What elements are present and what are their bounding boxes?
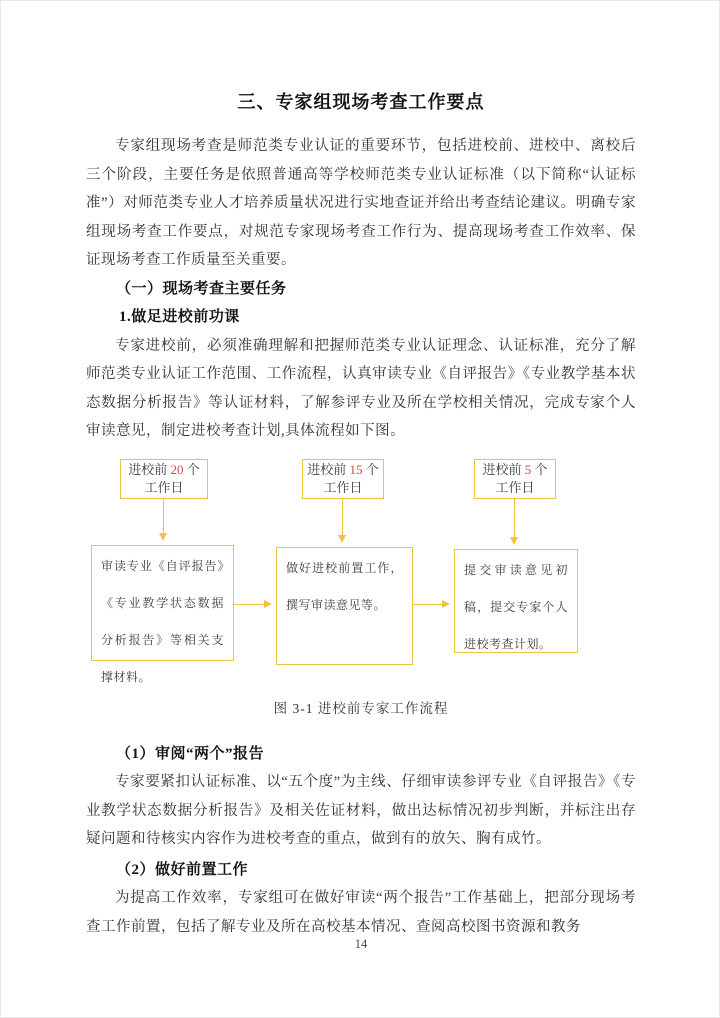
flowchart-top-box-1-line-1 [121,461,207,479]
flowchart-bottom-box-2: 做好进校前置工作，撰写审读意见等。 [276,547,413,665]
top-box-3-suffix: 个 [531,461,548,477]
top-box-2-suffix: 个 [362,461,379,477]
top-box-1-prefix: 进校前 [128,461,171,477]
document-page [1,1,720,1018]
down-arrow-1 [163,499,164,537]
right-arrow-2 [413,604,446,605]
top-box-1-suffix: 个 [183,461,200,477]
flowchart-top-box-3 [474,459,556,499]
item-1-paragraph: 专家要紧扣认证标准、以“五个度”为主线、仔细审读参评专业《自评报告》《专业教学状态数据分析报告》及相关佐证材料，做出达标情况初步判断，并标注出存疑问题和待核实内容作为进校考查的重点，做到有的放矢、胸有成竹。 [86,774,636,847]
down-arrow-2 [342,499,343,539]
item-1-heading: （1）审阅“两个”报告 [116,745,265,762]
flowchart-top-box-2-line-2: 工作日 [323,479,363,495]
subsection-1-paragraph: 专家进校前，必须准确理解和把握师范类专业认证理念、认证标准，充分了解师范类专业认证工作范围、工作流程，认真审读专业《自评报告》《专业教学基本状态数据分析报告》等认证材料，了解参评专业及所在学校相关情况，完成专家个人审读意见，制定进校考查计划,具体流程如下图。 [86,337,636,439]
top-box-1-number: 20 [170,461,184,477]
section-1-heading: （一）现场考查主要任务 [116,280,287,297]
figure-caption: 图 3-1 进校前专家工作流程 [273,700,449,716]
top-box-2-number: 15 [349,461,363,477]
right-arrow-1 [234,604,268,605]
flowchart-figure [86,452,636,684]
subsection-1-heading: 1.做足进校前功课 [119,309,240,325]
flowchart-top-box-2 [302,459,384,499]
item-2-paragraph: 为提高工作效率，专家组可在做好审读“两个报告”工作基础上，把部分现场考查工作前置，包括了解专业及所在高校基本情况、查阅高校图书资源和教务 [86,890,636,935]
top-box-2-prefix: 进校前 [307,461,350,477]
flowchart-bottom-box-3: 提交审读意见初稿，提交专家个人进校考查计划。 [454,549,578,653]
down-arrow-3 [514,499,515,541]
flowchart-top-box-1-line-2: 工作日 [144,479,184,495]
top-box-3-prefix: 进校前 [482,461,525,477]
flowchart-top-box-1 [120,459,208,499]
flowchart-top-box-3-line-1 [475,461,555,479]
flowchart-top-box-3-line-2: 工作日 [495,479,535,495]
flowchart-top-box-2-line-1 [303,461,383,479]
item-2-heading: （2）做好前置工作 [116,861,249,878]
top-box-3-number: 5 [524,461,532,477]
page-title: 三、专家组现场考查工作要点 [237,92,485,112]
intro-paragraph: 专家组现场考查是师范类专业认证的重要环节，包括进校前、进校中、离校后三个阶段，主要任务是依照普通高等学校师范类专业认证标准（以下简称“认证标准”）对师范类专业人才培养质量状况进行实地查证并给出考查结论建议。明确专家组现场考查工作要点，对规范专家现场考查工作行为、提高现场考查工作效率、保证现场考查工作质量至关重要。 [86,138,636,268]
page-number: 14 [354,937,368,951]
flowchart-bottom-box-1: 审读专业《自评报告》《专业教学状态数据分析报告》等相关支撑材料。 [91,545,234,661]
